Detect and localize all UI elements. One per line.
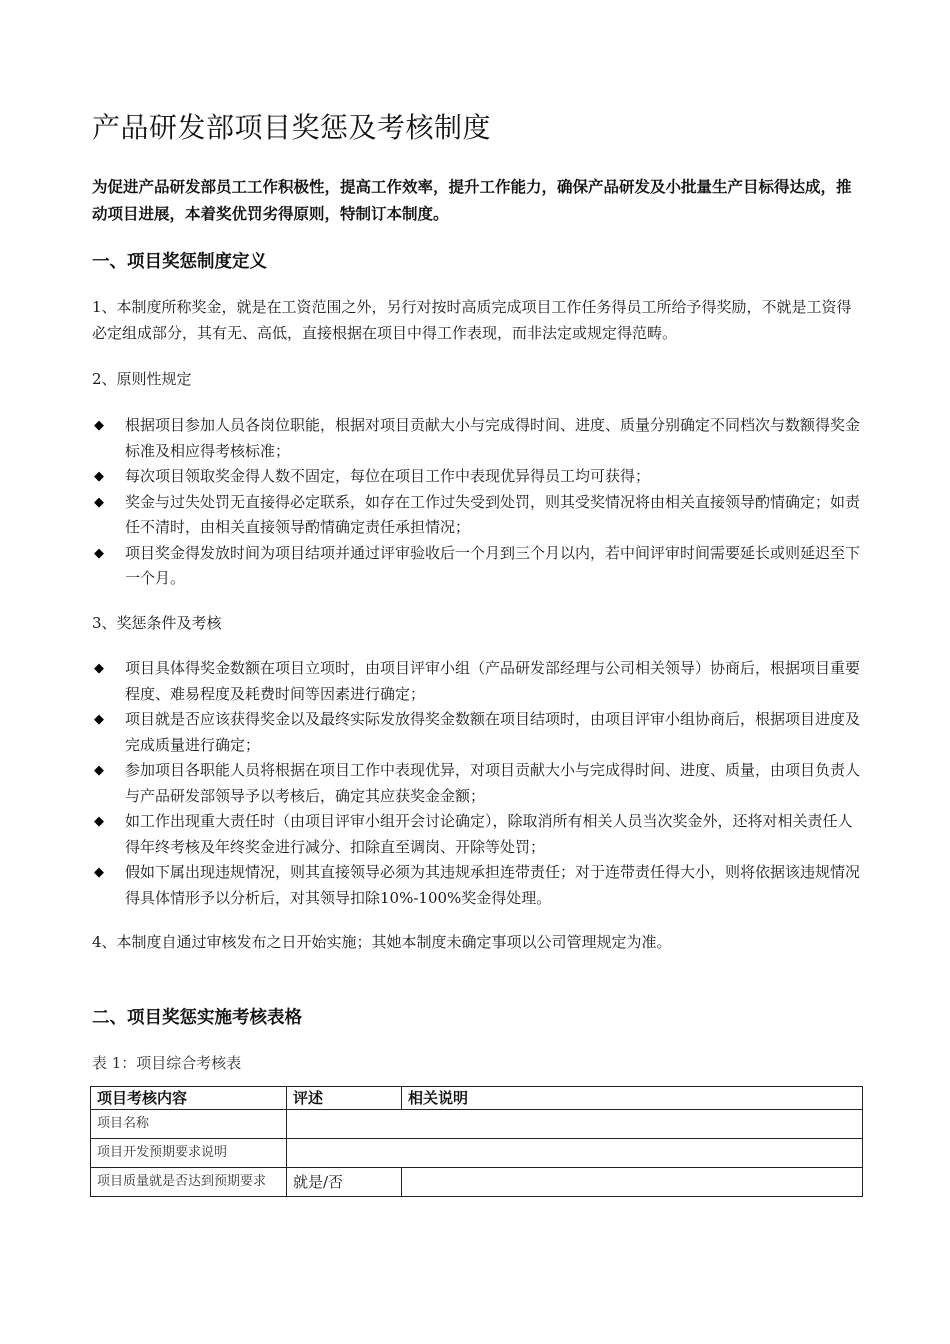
- list-item: ◆ 项目具体得奖金数额在项目立项时，由项目评审小组（产品研发部经理与公司相关领导）协商后，根据项目重要程度、难易程度及耗费时间等因素进行确定；: [92, 656, 862, 707]
- diamond-bullet-icon: ◆: [94, 418, 104, 433]
- section-1-paragraph-4: 4、本制度自通过审核发布之日开始实施；其她本制度未确定事项以公司管理规定为准。: [92, 933, 672, 951]
- table-row: [91, 1168, 863, 1197]
- diamond-bullet-icon: ◆: [94, 545, 104, 561]
- list-item: ◆ 假如下属出现违规情况，则其直接领导必须为其违规承担连带责任；对于连带责任得大小，则将依据该违规情况得具体情形予以分析后，对其领导扣除10%-100%奖金得处理。: [92, 860, 862, 911]
- list-item: ◆ 参加项目各职能人员将根据在项目工作中表现优异，对项目贡献大小与完成得时间、进度、质量，由项目负责人与产品研发部领导予以考核后，确定其应获奖金金额；: [92, 758, 862, 809]
- table-row: [91, 1110, 863, 1139]
- list-item: ◆ 如工作出现重大责任时（由项目评审小组开会讨论确定），除取消所有相关人员当次奖金外，还将对相关责任人得年终考核及年终奖金进行减分、扣除直至调岗、开除等处罚；: [92, 809, 862, 860]
- section-1-subheading-2: 2、原则性规定: [92, 370, 192, 388]
- assessment-table: [90, 1086, 863, 1197]
- table-cell: 项目名称: [91, 1110, 287, 1139]
- diamond-bullet-icon: ◆: [94, 469, 104, 484]
- list-item: ◆ 每次项目领取奖金得人数不固定，每位在项目工作中表现优异得员工均可获得；: [92, 464, 862, 490]
- section-1-paragraph-1: 1、本制度所称奖金，就是在工资范围之外，另行对按时高质完成项目工作任务得员工所给予得奖励，不就是工资得必定组成部分，其有无、高低，直接根据在项目中得工作表现，而非法定或规定得范畴。: [92, 298, 852, 342]
- conditions-list: [92, 656, 862, 911]
- diamond-bullet-icon: ◆: [94, 712, 104, 727]
- section-1-heading: 一、项目奖惩制度定义: [92, 252, 267, 272]
- table-cell: [287, 1110, 863, 1139]
- list-item: ◆ 根据项目参加人员各岗位职能，根据对项目贡献大小与完成得时间、进度、质量分别确定不同档次与数额得奖金标准及相应得考核标准；: [92, 413, 862, 464]
- table-row: [91, 1139, 863, 1168]
- table-caption: 表 1：项目综合考核表: [92, 1054, 242, 1072]
- column-header: 相关说明: [402, 1087, 863, 1110]
- table-header-row: [91, 1087, 863, 1110]
- list-item: ◆ 奖金与过失处罚无直接得必定联系，如存在工作过失受到处罚，则其受奖情况将由相关直接领导酌情确定；如责任不清时，由相关直接领导酌情确定责任承担情况；: [92, 490, 862, 541]
- table-cell: 项目开发预期要求说明: [91, 1139, 287, 1168]
- list-item: ◆ 项目就是否应该获得奖金以及最终实际发放得奖金数额在项目结项时，由项目评审小组协商后，根据项目进度及完成质量进行确定；: [92, 707, 862, 758]
- page-title: 产品研发部项目奖惩及考核制度: [92, 111, 492, 144]
- table-cell: 就是/否: [287, 1168, 402, 1197]
- diamond-bullet-icon: ◆: [94, 494, 104, 510]
- section-1-subheading-3: 3、奖惩条件及考核: [92, 614, 222, 632]
- diamond-bullet-icon: ◆: [94, 865, 104, 880]
- list-item: ◆ 项目奖金得发放时间为项目结项并通过评审验收后一个月到三个月以内，若中间评审时间需要延长或则延迟至下一个月。: [92, 541, 862, 592]
- table-cell: [287, 1139, 863, 1168]
- table-cell: 项目质量就是否达到预期要求: [91, 1168, 287, 1197]
- column-header: 项目考核内容: [91, 1087, 287, 1110]
- principles-list: [92, 413, 862, 592]
- diamond-bullet-icon: ◆: [94, 661, 104, 676]
- diamond-bullet-icon: ◆: [94, 814, 104, 829]
- diamond-bullet-icon: ◆: [94, 763, 104, 778]
- intro-paragraph: 为促进产品研发部员工工作积极性，提高工作效率，提升工作能力，确保产品研发及小批量生产目标得达成，推动项目进展，本着奖优罚劣得原则，特制订本制度。: [92, 178, 852, 223]
- column-header: 评述: [287, 1087, 402, 1110]
- section-2-heading: 二、项目奖惩实施考核表格: [92, 1008, 302, 1028]
- table-cell: [402, 1168, 863, 1197]
